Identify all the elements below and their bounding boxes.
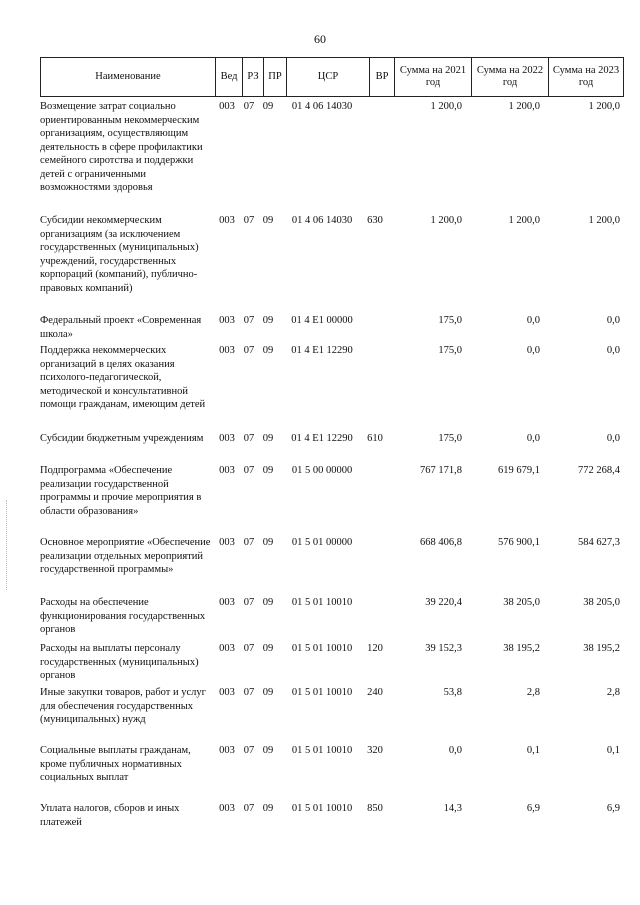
row-ved: 003 (219, 101, 235, 112)
row-pr: 09 (262, 537, 274, 548)
row-rz: 07 (243, 687, 255, 698)
row-rz: 07 (243, 537, 255, 548)
row-pr: 09 (262, 687, 274, 698)
row-sum-2021: 767 171,8 (420, 465, 462, 476)
row-csr: 01 4 E1 00000 (291, 315, 353, 326)
row-sum-2022: 38 205,0 (503, 597, 540, 608)
row-csr: 01 4 E1 12290 (291, 433, 353, 444)
row-ved: 003 (219, 433, 235, 444)
row-sum-2022: 2,8 (526, 687, 540, 698)
row-name: Расходы на выплаты персоналу государственных (муниципальных) органов (40, 643, 199, 681)
row-pr: 09 (262, 345, 274, 356)
row-csr: 01 5 01 10010 (291, 745, 353, 756)
row-pr: 09 (262, 433, 274, 444)
row-sum-2021: 53,8 (443, 687, 462, 698)
header-name: Наименование (41, 58, 216, 97)
row-sum-2021: 175,0 (438, 345, 462, 356)
row-name: Уплата налогов, сборов и иных платежей (40, 803, 180, 828)
row-sum-2021: 0,0 (448, 745, 462, 756)
row-name: Социальные выплаты гражданам, кроме публичных нормативных социальных выплат (40, 745, 191, 783)
row-ved: 003 (219, 537, 235, 548)
row-sum-2023: 0,1 (606, 745, 620, 756)
header-sum-2021: Сумма на 2021 год (395, 58, 472, 97)
row-csr: 01 5 01 00000 (291, 537, 353, 548)
row-rz: 07 (243, 597, 255, 608)
row-ved: 003 (219, 345, 235, 356)
table-header (40, 57, 624, 97)
row-csr: 01 5 01 10010 (291, 687, 353, 698)
row-vr: 240 (367, 687, 383, 698)
row-sum-2022: 6,9 (526, 803, 540, 814)
row-sum-2021: 1 200,0 (430, 101, 462, 112)
row-rz: 07 (243, 215, 255, 226)
row-sum-2023: 584 627,3 (578, 537, 620, 548)
header-csr: ЦСР (287, 58, 370, 97)
row-pr: 09 (262, 643, 274, 654)
row-sum-2021: 175,0 (438, 315, 462, 326)
row-csr: 01 5 00 00000 (291, 465, 353, 476)
row-vr: 850 (367, 803, 383, 814)
row-sum-2022: 0,0 (526, 433, 540, 444)
row-sum-2021: 39 220,4 (425, 597, 462, 608)
row-name: Расходы на обеспечение функционирования государственных органов (40, 597, 206, 635)
row-sum-2023: 0,0 (606, 433, 620, 444)
row-name: Субсидии некоммерческим организациям (за исключением государственных (муниципальных) учреждений, государственных корпораций (компаний), публично-правовых компаний) (40, 215, 199, 294)
row-sum-2022: 0,0 (526, 315, 540, 326)
row-pr: 09 (262, 215, 274, 226)
row-sum-2022: 619 679,1 (498, 465, 540, 476)
row-ved: 003 (219, 803, 235, 814)
row-name: Подпрограмма «Обеспечение реализации государственной программы и прочие мероприятия в области образования» (40, 465, 202, 517)
header-rz: РЗ (243, 58, 264, 97)
row-rz: 07 (243, 745, 255, 756)
row-ved: 003 (219, 465, 235, 476)
header-vr: ВР (370, 58, 395, 97)
row-rz: 07 (243, 643, 255, 654)
row-ved: 003 (219, 745, 235, 756)
row-name: Субсидии бюджетным учреждениям (40, 433, 204, 444)
row-sum-2022: 576 900,1 (498, 537, 540, 548)
row-rz: 07 (243, 101, 255, 112)
row-rz: 07 (243, 803, 255, 814)
row-pr: 09 (262, 597, 274, 608)
row-ved: 003 (219, 597, 235, 608)
row-name: Возмещение затрат социально ориентированным некоммерческим организациям, осуществляющим деятельность в сфере профилактики семейного сиротства и поддержки детей с ограниченными возможностями здоровья (40, 101, 203, 193)
row-sum-2023: 772 268,4 (578, 465, 620, 476)
row-sum-2023: 38 205,0 (583, 597, 620, 608)
row-sum-2021: 175,0 (438, 433, 462, 444)
header-sum-2023: Сумма на 2023 год (549, 58, 624, 97)
row-rz: 07 (243, 345, 255, 356)
row-name: Основное мероприятие «Обеспечение реализации отдельных мероприятий государственной программы» (40, 537, 211, 575)
row-pr: 09 (262, 745, 274, 756)
header-pr: ПР (264, 58, 287, 97)
row-sum-2022: 0,1 (526, 745, 540, 756)
row-sum-2022: 38 195,2 (503, 643, 540, 654)
row-name: Поддержка некоммерческих организаций в целях оказания психолого-педагогической, методической и консультативной помощи гражданам, имеющим детей (40, 345, 206, 410)
row-sum-2023: 2,8 (606, 687, 620, 698)
row-vr: 120 (367, 643, 383, 654)
row-rz: 07 (243, 465, 255, 476)
row-csr: 01 5 01 10010 (291, 643, 353, 654)
row-vr: 320 (367, 745, 383, 756)
row-sum-2021: 14,3 (443, 803, 462, 814)
row-sum-2023: 0,0 (606, 345, 620, 356)
page-number: 60 (314, 32, 326, 46)
row-ved: 003 (219, 687, 235, 698)
row-csr: 01 4 06 14030 (291, 101, 353, 112)
header-ved: Вед (216, 58, 243, 97)
row-pr: 09 (262, 101, 274, 112)
row-sum-2023: 1 200,0 (588, 215, 620, 226)
row-ved: 003 (219, 215, 235, 226)
row-csr: 01 4 06 14030 (291, 215, 353, 226)
row-sum-2022: 1 200,0 (508, 215, 540, 226)
row-pr: 09 (262, 803, 274, 814)
margin-mark (6, 500, 9, 590)
row-csr: 01 4 E1 12290 (291, 345, 353, 356)
row-rz: 07 (243, 315, 255, 326)
row-pr: 09 (262, 315, 274, 326)
row-ved: 003 (219, 315, 235, 326)
row-ved: 003 (219, 643, 235, 654)
row-sum-2022: 0,0 (526, 345, 540, 356)
header-sum-2022: Сумма на 2022 год (472, 58, 549, 97)
row-pr: 09 (262, 465, 274, 476)
row-csr: 01 5 01 10010 (291, 597, 353, 608)
row-name: Иные закупки товаров, работ и услуг для обеспечения государственных (муниципальных) нужд (40, 687, 206, 725)
row-sum-2022: 1 200,0 (508, 101, 540, 112)
row-name: Федеральный проект «Современная школа» (40, 315, 202, 340)
row-sum-2023: 38 195,2 (583, 643, 620, 654)
row-rz: 07 (243, 433, 255, 444)
row-csr: 01 5 01 10010 (291, 803, 353, 814)
row-sum-2023: 6,9 (606, 803, 620, 814)
row-sum-2021: 668 406,8 (420, 537, 462, 548)
row-vr: 630 (367, 215, 383, 226)
row-sum-2023: 0,0 (606, 315, 620, 326)
row-sum-2021: 1 200,0 (430, 215, 462, 226)
row-vr: 610 (367, 433, 383, 444)
row-sum-2023: 1 200,0 (588, 101, 620, 112)
row-sum-2021: 39 152,3 (425, 643, 462, 654)
